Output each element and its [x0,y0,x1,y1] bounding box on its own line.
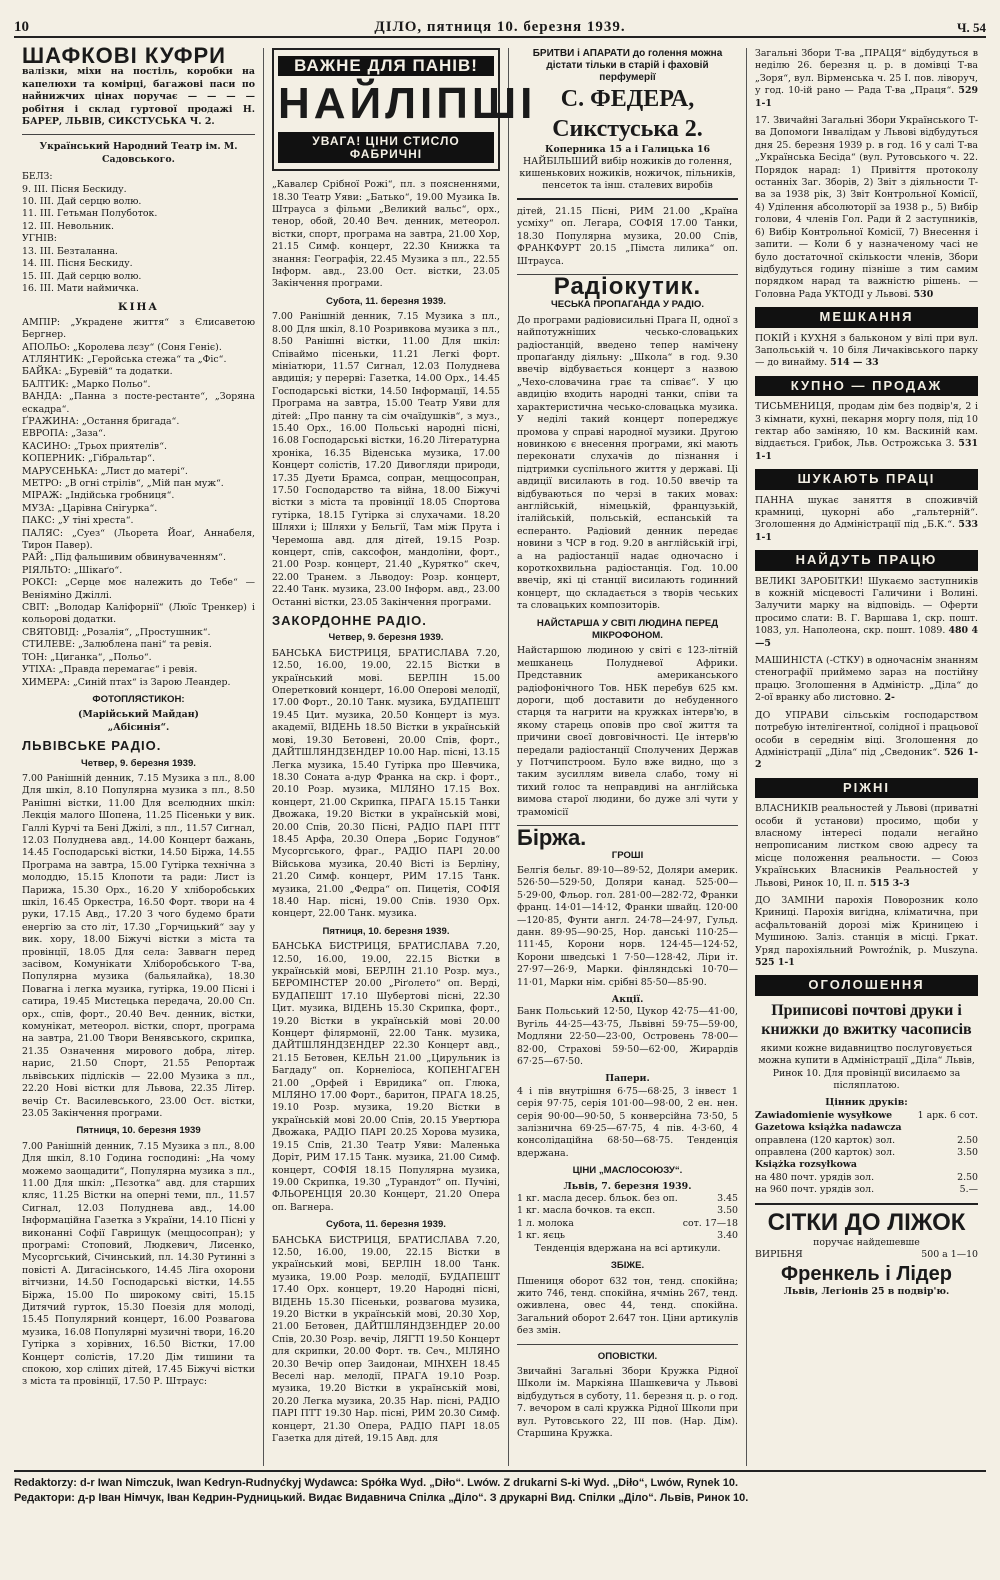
print-price: 2.50 [957,1171,978,1183]
masthead [14,10,986,38]
print-item: Zawiadomienie wysyłkowe [755,1109,893,1121]
ad-code: 480 4—5 [755,625,979,649]
federa-ad-address: Коперника 15 а і Галицька 16 [544,144,711,155]
list-item: КОПЕРНИК: „Гібральтар“. [22,453,155,465]
lviv-radio-heading: ЛЬВІВСЬКЕ РАДІО. [22,738,162,754]
thursday-program: 7.00 Ранішній денник, 7.15 Музика з пл., 8.00 Для шкіл, 8.10 Популярна музика з пл., 8.50 Ранішні вістки, 11.00 Для вселюдних шкіл: Лекція малого Шопена, 11.25 Пісеньки у вик. Галлі Курчі та Бені Джілі, з пл., 11.57 Сигнал, 12.03 Полуднева авд., 14.00 Концерт бажань, 14.45 Господарські вістки, 14.50 Біржа, 14.55 Програма на завтра, 15.00 Гутірка технічна з молоддю, 15.15 Клопоти та ради: Лист із Парижа, 15.30 Орх., 16.20 У хліборобських шкіл, 16.45 Оркестра, 16.50 Форт. твори на 4 руки, 17.15 Авд., 17.20 З чого будемо брати енергію за сто літ, 17.30 „Горчицький“ зау у вик. хору, 18.00 Біжучі вістки з міста та провінції, 18.05 Для села: Заввагн перед засівом, Комунікати Хліборобського Т-ва, Популярна музика (бальялайка), 18.30 Повагна і легка музика, гутірка, 19.00 Пісні і сатира, 19.45 Мистецька передача, 20.00 Сп. орх., спів, форт., 20.40 Веч. денник, вістки, комунікат, метеорол. вістки, спорт, програма на завтра, 21.00 Твори Венявського, скрипка, 21.35 Означення мирового добра, літер. нарис, 21.50 Спорт, 21.55 Репортаж львівських підлісків — 22.00 Музика з пл., 22.20 Нові вістки для Львова, 22.35 Літер. вечір Ст. Василевського, 23.00 Ост. вістки, 23.05 Закінчення програми. [22,772,255,1119]
sitky-sub: поручає найдешевше [813,1236,920,1248]
cinnyk-heading: Цінник друків: [825,1097,908,1109]
list-item: ПАКС: „У тіні хреста“. [22,515,134,527]
zbizhe-text: Пшениця оборот 632 тон, тенд. спокійна; жито 746, тенд. спокійна, ячмінь 267, тенд. оживлена, овес 44, тенд. спокійна. Загальний оборот 2.647 тон. Ціни артикулів без змін. [517,1275,738,1337]
print-price: 5.— [959,1184,978,1196]
table-row [755,1135,978,1147]
theatre-heading: Український Народний Театр ім. М. Садовського. [39,141,238,165]
list-item: 11. III. Гетьман Полуботок. [22,208,158,220]
rizhni-banner: РІЖНІ [755,778,978,798]
federa-ad-name: С. ФЕДЕРА, Сикстуська 2. [552,86,703,142]
shafkovi-title: ШАФКОВІ КУФРИ [22,43,226,68]
list-item: ЕВРОПА: „Заза“. [22,428,106,440]
foto-subheading: (Марійський Майдан) [78,709,199,721]
ad-text: ДО ЗАМІНИ парохія Поворозник коло Криниці. Парохія вигідна, кліматична, при асфальтованій дорозі між Криницею і Мушиною. Заліз. станція в місці. Гркат. Уряд парохіяльний Powroźnik, p. Muszyna. [755,894,978,956]
akcii-heading: Акції. [611,993,644,1005]
divider [22,134,255,135]
opovistky-heading: ОПОВІСТКИ. [597,1350,658,1362]
cini-heading: ЦІНИ „МАСЛОСОЮЗУ“. [572,1165,683,1177]
virobnya-code: 500 а 1—10 [921,1249,978,1261]
list-item: МАРУСЕНЬКА: „Лист до матері“. [22,465,188,477]
list-item: ТОН: „Циганка“, „Польо“. [22,651,152,663]
meshkannya-banner: МЕШКАННЯ [755,307,978,327]
papery-heading: Папери. [605,1073,650,1085]
ad-text: ВЛАСНИКІВ реальностей у Львові (приватні особи й установи) просимо, щоби у власному інтересі подали негайно непрописаним листком свою адресу та місце положення реальности. — Союз Українських Власників Реальностей у Львові, Ринок 10, II. п. [755,803,978,889]
list-item: 12. III. Невольник. [22,220,115,232]
list-item: МЕТРО: „В огні стрілів“, „Мій пан муж“. [22,478,224,489]
federa-ad [517,48,738,200]
table-row [517,1193,738,1205]
friday-program: 7.00 Ранішній денник, 7.15 Музика з пл., 8.00 Для шкіл, 8.10 Година господині: „На чому можемо заощадити“, Популярна музика з пл., 11.00 Для шкіл: „Пєзотка“ авд. для старших кляс, 11.25 Вістки на оперні теми, пл., 11.57 Сигнал, 12.03 Полуднева авд., 14.00 Інформаційна Газетка з України, 14.10 Пісні у виконанні Софії Гаврищук (меццосопран); у програмі: Стоповий, Людкевич, Лисенко, Мусоргський, Січинський, пл. 14.30 Рутинні з повісті А. Дигасінського, 14.45 Ліга охорони вітчизни, 14.50 Господарські вістки, 14.55 Біржа, 15.00 По широкому світі, 15.15 Дитячий гурток, 15.30 Поезія для молоді, 15.45 Популярний концерт, 16.00 Розвагова музика, 16.08 Популярні музичні твори, 16.20 Гутірка з хорівних, 16.50 Вістки, 17.00 Концерт солістів, 17.20 Дім тишини та спокою, хор сліпих дітей, 17.45 Біжучі вістки з міста та провінції, 17.50 Р. Штраус: [22,1140,255,1388]
ad-code: 2- [884,692,895,704]
rizhni-ad-1 [755,803,978,890]
uhniv-label: УГНІВ: [22,233,57,245]
virobnya-row [755,1249,978,1261]
price-value: сот. 17—18 [682,1217,738,1229]
list-item: ВАНДА: „Панна з посте-рестанте“, „Зоряна ескадра“. [22,391,255,415]
rizhni-ad-2 [755,895,978,969]
list-item: 9. III. Пісня Бескиду. [22,183,127,195]
column-3 [509,48,747,1466]
friday-foreign-heading: Пятниця, 10. березня 1939. [322,925,450,937]
kina-list [22,317,255,689]
list-item: МУЗА: „Царівна Снігурка“. [22,502,158,514]
table-row [755,1110,978,1122]
naydut-ad-1 [755,576,978,650]
frenkel-name: Френкель і Лідер [781,1262,952,1285]
shukayut-ad [755,495,978,545]
list-item: ҐРАЖИНА: „Остання бригада“. [22,415,180,427]
list-item: УТІХА: „Правда перемагає“ і ревія. [22,664,198,676]
list-item: 13. III. Безталанна. [22,245,118,257]
print-item: на 480 почт. урядів зол. [755,1171,875,1183]
page-number: 10 [14,19,29,35]
kina-heading: КІНА [118,301,159,314]
friday-foreign-program: БАНСЬКА БИСТРИЦЯ, БРАТИСЛАВА 7.20, 12.50, 16.00, 19.00, 22.15 Вістки в українській мові, БЕРЛІН 21.10 Розр. муз., БЕРОМІНСТЕР 20.00 „Ріґолето“ оп. Верді, БУДАПЕШТ 17.10 Шубертові пісні, 22.30 Цит. музика, ВІДЕНЬ 15.30 Скрипка, форт., 19.20 Вістки в українській мові 20.00 Концерт філярмонії, 22.00 Танк. музика, ДАЙТШЛЯНДЗЕНДЕР 22.30 Концерт авд., 21.15 Бетовен, КЕЛЬН 21.00 „Цирульник із Багдаду“ оп. Корнеліоса, КОПЕНГАГЕН 21.00 „Орфей і Евридика“ оп. Глюка, МІЛЯНО 17.00 Форт., баритон, ПРАГА 18.25, 19.10 Розр. музика, 19.20 Вістки в українській мові 20.00 Спів, 20.15 Увертюра Двожака, РАДІО ПАРІ 20.25 Хорова музика, 19.15 Спів, 21.30 Театр Уяви: Маленька Доріт, РИМ 17.15 Танк. музика, 21.00 Симф. концерт, СОФІЯ 18.15 Популярна музика, 19.00 Скрипка, 19.30 „Турандот“ оп. Пучіні, ФЛЬОРЕНЦІЯ 20.30 Концерт, 21.20 Опера оп. Вагнера. [272,941,500,1213]
ad-text: ВЕЛИКІ ЗАРОБІТКИ! Шукаємо заступників в кожній місцевості Галичини і Волині. Залучити марку на відповідь. — Оферти просимо слати: В. Г. Варшава 1, скр. пошт. 1083, ул. Наполеона, скр. пошт. 1089. [755,575,978,637]
ad-text: ПОКІЙ і КУХНЯ з бальконом у вілі при вул. Запольській ч. 10 біля Личаківського парку — до винайму. [755,332,978,369]
ogol-heading: Приписові почтові друки і книжки до вжитку часописів [761,1001,972,1038]
opovistky-text: Звичайні Загальні Збори Кружка Рідної Школи ім. Маркіяна Шашкевича у Львові відбудуться в суботу, 11. березня ц. р. о год. 7. вечором в салі кружка Рідної Школи при вул. Рутовського 22, III пов. (Нар. Дім). Старшина Кружка. [517,1365,738,1439]
table-row [517,1230,738,1242]
list-item: 10. III. Дай серцю волю. [22,196,142,208]
groshi-text: Белгія бельг. 89·10—89·52, Доляри америк. 526·50—529·50, Доляри канад. 525·00—5·29·00, Фльор. гол. 281·00—282·72, Франки франц. 14·01—14·12, Франки швайц. 120·00—120·85, Фунти англ. 24·78—24·97, Гульд. данн. 89·95—90·25, Нор. данські 110·25—111·45, Корони норв. 124·45—124·52, Корони шведські 1 7·50—128·42, Ліри іт. 27·97—26·9, Марки. фінляндські 10·70—11·01, Марки нім. срібні 85·50—85·90. [517,864,738,988]
ad-text: МАШИНІСТА (-СТКУ) в одночаснім знанням стенографії приймемо зараз на постійну працю. Зголошення в Адміністр. „Діла“ до 2-ої вранку або листовно. [755,655,978,704]
list-item: БАЙКА: „Буревій“ та додатки. [22,366,173,378]
list-item: РАЙ: „Під фальшивим обвинуваченням“. [22,552,226,564]
print-item: Książka rozsyłkowa [755,1159,857,1171]
table-row [755,1122,978,1134]
list-item: АПОЛЬО: „Королева лєзу“ (Соня Геніє). [22,341,222,353]
mesh-ad [755,333,978,370]
ad-code: 515 3-3 [869,877,910,889]
price-item: 1 л. молока [517,1217,574,1229]
list-item: 15. III. Дай серцю волю. [22,270,142,282]
list-item: СВЯТОВІД: „Розалія“, „Простушник“. [22,626,211,638]
ad-code: 514 — 33 [830,357,879,369]
ad-big-word: НАЙЛІПШІ [278,79,537,129]
price-value: 3.50 [717,1205,738,1217]
list-item: ХИМЕРА: „Синій птах“ із Зарою Леандер. [22,676,231,688]
thursday-foreign-heading: Четвер, 9. березня 1939. [328,632,444,644]
price-value: 3.40 [717,1230,738,1242]
notice-text: 17. Звичайні Загальні Збори Українського Т-ва Допомоги Інвалідам у Львові відбудуться дня 25. березня 1939 р. в год. 16 у салі Т-ва „Українська Бесіда“ (вул. Рутовського ч. 22. Порядок нарад: 1) Привіття протоколу останніх Заг. Зборів, 2) Звіт з діяльности Т-ва за 1938 рік, 3) Звіт Контрольної Комісії, 4) Уділення абсолюторії за 1938 р., 5) Вибір голови, 4 членів Гол. Ради й 2 заступників, 6) Вибір Контрольної Комісії, 7) Внесення і запити. — Коли б у назначеному часі не було достаточної скількости членів, Збори відбудуться годину пізніше з тим самим порядком нарад та важністю рішень. — Головна Рада УКТОДІ у Львові. [755,115,978,300]
ogoloshennya-banner: ОГОЛОШЕННЯ [755,975,978,995]
ad-code: 526 1-2 [755,746,979,771]
belz-list [22,184,255,234]
saturday-foreign-heading: Субота, 11. березня 1939. [326,1219,446,1231]
price-item: 1 кг. яєць [517,1230,565,1242]
naydut-ad-2 [755,655,978,705]
ad-text: ПАННА шукає заняття в споживчій крамниці, цукорні або „гальтерній“. Зголошення до Адміністрації під „Б.К.“. [755,494,978,531]
naydut-banner: НАЙДУТЬ ПРАЦЮ [755,550,978,570]
federa-ad-line1: БРИТВИ і АПАРАТИ до голення можна дістати тільки в старій і фаховій перфумерії [532,48,723,83]
program-continuation: „Кавалєр Срібної Рожі“, пл. з поясненнями, 18.30 Театр Уяви: „Батько“, 19.00 Музика Ів. Штрауса з фільми „Великий вальс“, орх., тенор, обой, 20.40 Веч. денник, метеорол. вістки, спорт, програма на завтра, 21.00 Хор, 21.15 Симф. концерт, 22.30 Книжка та знання: Географія, 22.45 Музика з пл., 22.55 Інформ. авд., 23.00 Ост. вістки, 23.05 Закінчення програми. [272,179,500,290]
print-price: 3.50 [957,1147,978,1159]
price-item: 1 кг. масла десер. бльок. без оп. [517,1193,678,1205]
czech-heading: ЧЕСЬКА ПРОПАГАНДА У РАДІО. [550,299,705,311]
table-row [755,1184,978,1196]
notice-invalids [755,115,978,301]
notice-text: Загальні Збори Т-ва „ПРАЦЯ“ відбудуться в неділю 26. березня ц. р. в домівці Т-ва „Зоря“, вул. Вірменська ч. 25 І. пов. ліворуч, у год. 10-ій рано — Рада Т-ва „Праця“. [755,48,978,97]
ad-text: ДО УПРАВИ сільськім господарством потребую інтелігентної, солідної і працьової особи в середнім віці. Зголошення до Адміністрації „Діла“ під „Сведоник“. [755,709,978,758]
price-value: 3.45 [717,1193,738,1205]
ad-code: 531 1-1 [755,438,978,462]
imprint-polish: Redaktorzy: d-r Iwan Nimczuk, Iwan Kedryn-Rudnyćkyj Wydawca: Spółka Wyd. „Diło“. Lwów. Z drukarni S-ki Wyd. „Diło“, Lwów, Rynek 10. [14,1477,739,1489]
saturday-program: 7.00 Ранішній денник, 7.15 Музика з пл., 8.00 Для шкіл, 8.10 Розривкова музика з пл., 8.50 Ранішні вістки, 11.00 Для шкіл: Співаймо пісеньки, 11.21 Легкі форт. мініатюри, 11.57 Сигнал, 12.03 Полуднева авдиція; у перерві: Газетка, 14.00 Орх., 14.45 Господарські вістки, 14.50 Інформації, 14.55 Програма на завтра, 15.00 Театр Уяви для дітей: „Про панну та сім очаїдушків“, з муз., 15.40 Орх., 16.00 Польські народні пісні, 16.08 Господарські вістки, 16.20 Літературна хроніка, 16.35 Віденська музика, 17.00 Концерт солістів, 17.20 Дивогляди природи, 17.35 Дуети Брамса, сопран, меццосопран, 17.50 Господарство та війна, 18.00 Біжучі вістки з міста та провінції 18.05 Спортова гутірка, 18.15 Гутірка зі слухачами. 18.20 Шляхи і; Шляхи у Бельгії, Там між Прута і Черемоша авд. для дітей, 19.15 Розр. концерт, спів, саксофон, мандоліни, форт., 21.00 Розр. концерт, 21.40 „Курятко“ скеч, 22.00 Транем. з Льводоу: Розр. концерт, 22.40 Танк. музика, 23.00 Інформ. авд., 23.00 Останні вістки, 23.05 Закінчення програми. [272,311,500,608]
issue-number: Ч. 54 [956,20,986,35]
print-item: Gazetowa książka nadawcza [755,1122,902,1134]
federa-ad-line3: НАЙБІЛЬШИЙ вибір ножиків до голення, кишенькових ножиків, ножичок, пільників, пенсеток та інш. сталевих виробів [519,156,736,191]
list-item: РІЯЛЬТО: „Шікаґо“. [22,564,123,576]
print-price: 2.50 [957,1134,978,1146]
table-row [755,1159,978,1171]
saturday-foreign-program: БАНСЬКА БИСТРИЦЯ, БРАТИСЛАВА 7.20, 12.50, 16.00, 19.00, 22.15 Вістки в український мові, БЕРЛІН 18.00 Танк. музика, 19.00 Розр. мелодії, БУДАПЕШТ 17.40 Орх. концерт, 19.20 Народні пісні, ВІДЕНЬ 15.30 Пісеньки, розвагова музика, 19.20 Вістки в українській мові, 20.30 Хор, 21.00 Бетовен, ДАЙТШЛЯНДЗЕНДЕР 20.00 Спів, 20.30 Розр. вечір, ЛЯГТІ 19.50 Концерт для скрипки, 20.00 Форт. тв. Сеч., МІЛЯНО 20.30 Вечір опер Заидонаи, МІНХЕН 18.45 Веселі нар. мелодії, ПРАГА 19.10 Розр. музика, 19.20 Вістки в українській мові, 20.20 Легка музика, 20.35 Нар. пісні, РАДІО ПАРІ ПТТ 19.30 Нар. пісні, РИМ 20.30 Симф. концерт, 21.30 Опера, РАДІО ПАРІ 18.05 Газетка для дітей, 19.15 Авд. для [272,1234,500,1445]
divider [517,1344,738,1345]
foto-title: „Абісинія“. [107,721,170,733]
column-2 [264,48,537,1466]
kupno-banner: КУПНО — ПРОДАЖ [755,376,978,396]
columns [14,43,986,1466]
ad-code: 533 1-1 [755,519,978,543]
list-item: КАСИНО: „Трьох приятелів“. [22,440,167,452]
ad-code: 525 1-1 [755,957,795,968]
notice-code: 529 1-1 [755,85,978,109]
list-item: ПАЛЯС: „Суез“ (Льорета Йоаґ, Аннабеля, Тирон Павер). [22,527,255,552]
list-item: СВІТ: „Володар Каліфорнії“ (Люїс Тренкер) і кольорові додатки. [22,602,255,626]
notice-pratsya [755,48,978,110]
list-item: СТИЛЕВЕ: „Залюблена пані“ та ревія. [22,639,212,651]
thursday-foreign-program: БАНСЬКА БИСТРИЦЯ, БРАТИСЛАВА 7.20, 12.50, 16.00, 19.00, 22.15 Вістки в український мові. БЕРЛІН 15.00 Оперетковий концерт, 16.00 Оперові мелодії, 17.00 Форт., 20.10 Танк. музика, БУДАПЕШТ 19.45 Цит. музика, 20.50 Концерт із муз. академії, ВІДЕНЬ 18.50 Вістки в українській мові, 19.30 Бетовені, 20.00 Спів, форт., ДАЙТШЛЯНДЗЕНДЕР 10.00 Нар. пісні, 13.15 Легка музика, 15.40 Гутірка про Шевчика, 18.30 Соната а-дур Франка на скр. і форт., 20.10 Розр. музика, МІЛЯНО 17.15 Вох. концерт, 21.00 Скрипка, ПРАГА 15.15 Танки Двожака, 19.20 Вістки в українській мові, 20.00 Спів, 20.30 Пісні, РАДІО ПАРІ ПТТ 18.45 Арфа, 20.30 Опера „Борис Годунов“ Мусоргського, фраг., РАДІО ПАРІ 20.00 Військова музика, 20.40 Вісті із Берліну, 21.20 Симф. концерт, РИМ 17.15 Танк. музика, 21.00 „Федра“ оп. Пицетія, СОФІЯ 18.40 Нар. пісні, 19.00 Спів. 1930 Орх. концерт, 22.00 Танк. музика. [272,647,500,920]
oldest-heading: НАЙСТАРША У СВІТІ ЛЮДИНА ПЕРЕД МІКРОФОНОМ. [536,617,719,641]
sitky-heading: СІТКИ ДО ЛІЖОК [755,1203,978,1237]
print-price: 1 арк. 6 сот. [917,1109,978,1121]
ogol-text: якими кожне видавництво послуговується можна купити в Адміністрації „Діла“ Львів, Ринок 10. Для провінції висилаємо за післяплатою. [758,1042,975,1092]
radiokutyk-title: Радіокутик. [553,273,702,301]
groshi-heading: ГРОШІ [611,849,644,861]
column-4 [747,48,986,1466]
imprint-footer [14,1470,986,1506]
saturday-heading: Субота, 11. березня 1939. [326,295,446,307]
cini-note: Тенденція вдержана на всі артикули. [534,1242,721,1254]
price-item: 1 кг. масла бочков. та експ. [517,1205,656,1217]
ad-bottom-line: УВАГА! ЦІНИ СТИСЛО ФАБРИЧНІ [278,132,494,163]
table-row [755,1147,978,1159]
foto-heading: ФОТОПЛЯСТИКОН: [92,693,185,705]
shafkovi-ad: валізки, міхи на постіль, коробки на капелюхи та комірці, багажові паси по найнижчих цінах поручає — — — — робітня і склад гуртової продажі Н. БАРЕР, ЛЬВІВ, СИКСТУСЬКА Ч. 2. [22,66,255,128]
friday-heading: Пятниця, 10. березня 1939 [76,1125,201,1137]
print-item: на 960 почт. урядів зол. [755,1184,875,1196]
frenkel-address: Львів, Легіонів 25 в подвір'ю. [783,1285,950,1297]
newspaper-title: ДІЛО, пятниця 10. березня 1939. [374,19,626,35]
oldest-article: Найстаршою людиною у світі є 123-літній мешканець Полудневої Африки. Представник американського радіофонічного Тов. НБК перебув 625 км. дороги, щоб доставити до небуденного старця та нагрити на кружках інтерв'ю, в якому старець оповів про свої життя та причини своєї довговічності. Це інтерв'ю передали радіостанції Сполучених Держав у Потчипстроом. Було вже видно, що з таким зусиллям вивела слабо, тому ні тихий голос та неправдиві на англійська вимова старої людини, бо дуже злі чути у трамомісії [517,645,738,818]
uhniv-list [22,246,255,296]
print-item: оправлена (200 карток) зол. [755,1147,896,1159]
list-item: 16. III. Мати наймичка. [22,282,139,294]
kupno-ad [755,401,978,463]
virobnya-label: ВИРІБНЯ [755,1249,803,1261]
ad-text: ТИСЬМЕНИЦЯ, продам дім без подвір'я, 2 і 3 кімнати, кухні, пекарня моргу поля, під 10 гектар або заміняю, 10 км. Васкиній кам. віддається. Грибок, Льв. Острожська 3. [755,401,978,450]
program-continuation: дітей, 21.15 Пісні, РИМ 21.00 „Країна усміху“ оп. Легара, СОФІЯ 17.00 Танки, 18.30 Популярна музика, 20.00 Спів, ФРАНКФУРТ 20.15 „Пімста лилика“ оп. Штрауса. [517,206,738,267]
thursday-heading: Четвер, 9. березня 1939. [81,757,196,769]
list-item: АТЛЯНТИК: „Геройська стежа“ та „Фіс“. [22,353,227,365]
table-row [755,1172,978,1184]
naydut-ad-3 [755,710,978,772]
czech-article: До програми радіовисильні Прага II, одної з найпотужніших чесько-словацьких радіостанцій, введено тепер намічену пропаґанду діяльну: „Школа“ в год. 9.30 ввечір відбувається концерт з назвою „Чехо-словачина грає та співає“. У цю авдицію входить народні танки, співи та характеристична чесько-словацька музика. У неділі такий концерт попереджує промова у справі народної музики. Другою новинкою є внесення програми, які мають переконати слухачів до пізнання і підтримки суспільного життя у державі. Ці авдиції висилають в год. 10.50 ввечір та відбуваються по черзі в таких мовах: англійській, німецькій, французькій, італійській, польській, еспанській та есперанто. Радіовий денник передає новини з ЧСР в год. 9.20 в англійській ігрі, а на радіостанції надає одночасно і короткохвильна радіостанція. Год. 10.00 ввечір, які ці станції висилають годинний концерт, що складається з творів чеських та словацьких композиторів. [517,314,738,612]
zbizhe-heading: ЗБІЖЕ. [610,1260,645,1272]
birzha-title: Біржа. [517,825,587,851]
column-1 [14,43,264,1466]
razor-ad [272,48,537,171]
shukayut-banner: ШУКАЮТЬ ПРАЦІ [755,469,978,489]
notice-code: 530 [913,288,934,300]
list-item: РОКСІ: „Серце моє належить до Тебе“ — Веніяміно Джіллі. [22,577,255,601]
list-item: АМПІР: „Украдене життя“ з Єлисаветою Бергнер. [22,316,255,341]
imprint-ukrainian: Редактори: д-р Іван Німчук, Іван Кедрин-Рудницький. Видає Видавнича Спілка „Діло“. З друкарні Вид. Спілки „Діло“. Львів, Ринок 10. [14,1492,749,1504]
papery-text: 4 і пів внутрішня 6·75—68·25, 3 інвест 1 серія 97·75, серія 101·00—98·00, 2 ен. нен. серія 90·00—90·50, 5 конверсійна 73·50, 5 залізнична 69·25—67·75, 4 пів. 4·3·60, 4 консолідаційна 68·50—68·75. Тенденція вдержана. [517,1085,738,1159]
table-row [517,1218,738,1230]
cini-date: Львів, 7. березня 1939. [563,1180,692,1192]
list-item: 14. III. Пісня Бескиду. [22,258,133,270]
print-item: оправлена (120 карток) зол. [755,1134,896,1146]
akcii-text: Банк Польський 12·50, Цукор 42·75—41·00, Вугіль 44·25—43·75, Львівні 59·75—59·00, Модляни 22·50—23·00, Островень 78·00—82·00, Страхові 59·50—62·00, Жирардів 67·25—67·50. [517,1006,738,1067]
ad-top-line: ВАЖНЕ ДЛЯ ПАНІВ! [278,56,494,76]
foreign-radio-heading: ЗАКОРДОННЕ РАДІО. [272,613,427,629]
list-item: БАЛТИК: „Марко Польо“. [22,378,151,390]
table-row [517,1205,738,1217]
belz-label: БЕЛЗ: [22,171,53,183]
list-item: МІРАЖ: „Індійська гробниця“. [22,490,175,502]
